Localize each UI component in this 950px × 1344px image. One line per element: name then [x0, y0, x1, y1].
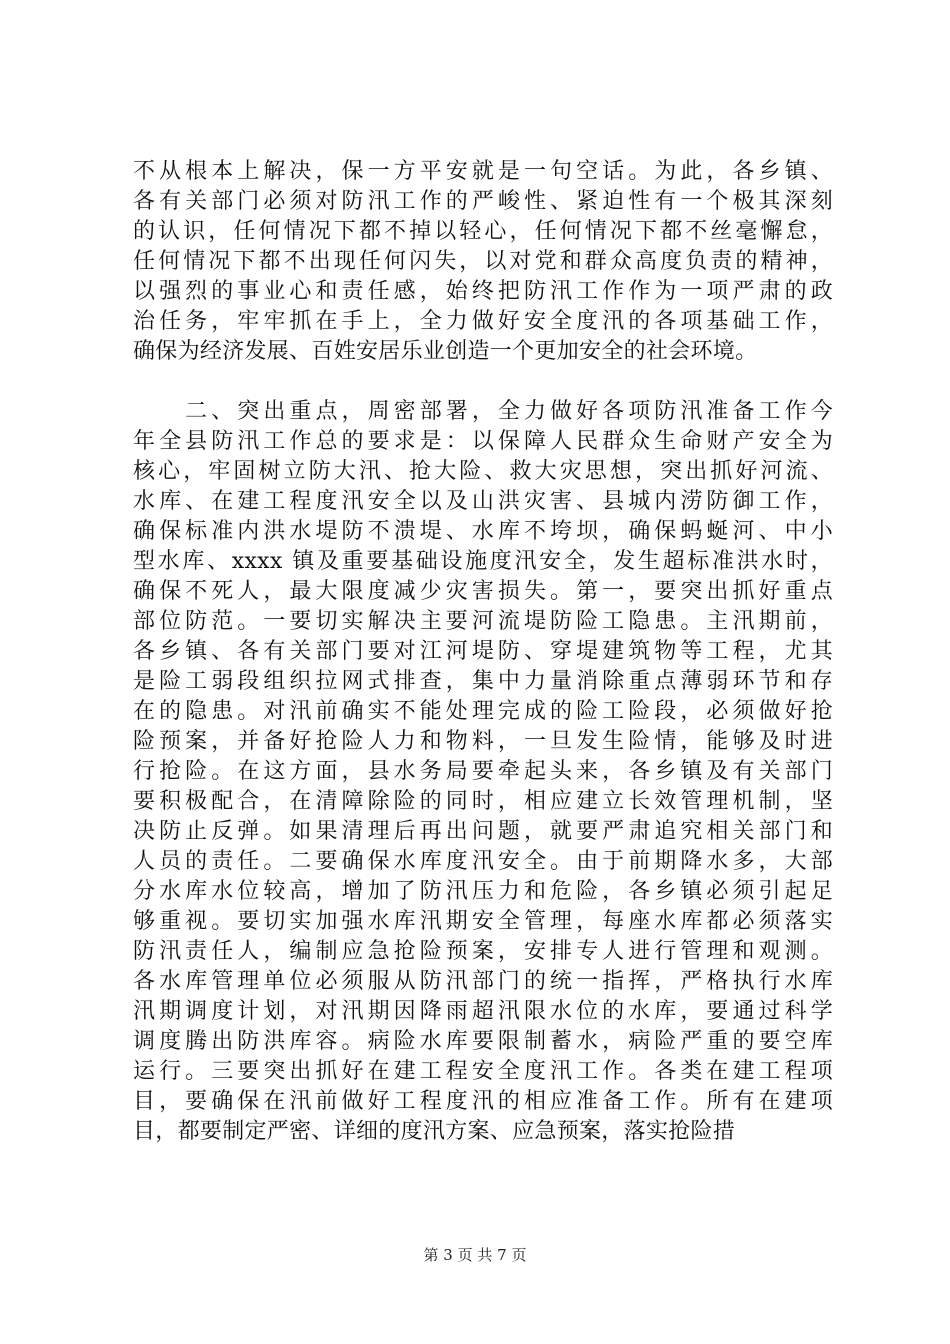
text-line: 决防止反弹。如果清理后再出问题，就要严肃追究相关部门和: [133, 819, 833, 844]
text-line: 部位防范。一要切实解决主要河流堤防险工隐患。主汛期前，: [133, 609, 833, 634]
text-line: 调度腾出防洪库容。病险水库要限制蓄水，病险严重的要空库: [133, 1029, 833, 1054]
text-line: 各乡镇、各有关部门要对江河堤防、穿堤建筑物等工程，尤其: [133, 639, 833, 664]
text-line: 够重视。要切实加强水库汛期安全管理，每座水库都必须落实: [133, 909, 833, 934]
text-line: 行抢险。在这方面，县水务局要牵起头来，各乡镇及有关部门: [133, 759, 833, 784]
paragraph-1: [133, 157, 833, 367]
text-line: 险预案，并备好抢险人力和物料，一旦发生险情，能够及时进: [133, 729, 833, 754]
text-line: 防汛责任人，编制应急抢险预案，安排专人进行管理和观测。: [133, 939, 833, 964]
text-line: 任何情况下都不出现任何闪失，以对党和群众高度负责的精神，: [133, 249, 833, 274]
text-line: 分水库水位较高，增加了防汛压力和危险，各乡镇必须引起足: [133, 879, 833, 904]
paragraph-2: [133, 397, 833, 1147]
text-line: 运行。三要突出抓好在建工程安全度汛工作。各类在建工程项: [133, 1059, 833, 1084]
text-line: 目，要确保在汛前做好工程度汛的相应准备工作。所有在建项: [133, 1089, 833, 1114]
text-line: 目，都要制定严密、详细的度汛方案、应急预案，落实抢险措: [133, 1119, 736, 1144]
text-line: 二、突出重点，周密部署，全力做好各项防汛准备工作今: [133, 399, 833, 424]
text-line: 以强烈的事业心和责任感，始终把防汛工作作为一项严肃的政: [133, 279, 833, 304]
text-line: 是险工弱段组织拉网式排查，集中力量消除重点薄弱环节和存: [133, 669, 833, 694]
text-line: 确保为经济发展、百姓安居乐业创造一个更加安全的社会环境。: [133, 339, 758, 364]
text-line: 治任务，牢牢抓在手上，全力做好安全度汛的各项基础工作，: [133, 309, 833, 334]
page-footer: 第 3 页 共 7 页: [423, 1246, 527, 1264]
text-line: 在的隐患。对汛前确实不能处理完成的险工险段，必须做好抢: [133, 699, 833, 724]
text-line: 的认识，任何情况下都不掉以轻心，任何情况下都不丝毫懈怠，: [133, 219, 833, 244]
text-line: 水库、在建工程度汛安全以及山洪灾害、县城内涝防御工作，: [133, 489, 833, 514]
text-line: 型水库、xxxx 镇及重要基础设施度汛安全，发生超标准洪水时，: [133, 549, 833, 574]
text-line: 要积极配合，在清障除险的同时，相应建立长效管理机制，坚: [133, 789, 833, 814]
text-line: 核心，牢固树立防大汛、抢大险、救大灾思想，突出抓好河流、: [133, 459, 833, 484]
text-line: 各有关部门必须对防汛工作的严峻性、紧迫性有一个极其深刻: [133, 189, 833, 214]
text-line: 人员的责任。二要确保水库度汛安全。由于前期降水多，大部: [133, 849, 833, 874]
text-line: 确保标准内洪水堤防不溃堤、水库不垮坝，确保蚂蜒河、中小: [133, 519, 833, 544]
text-line: 年全县防汛工作总的要求是：以保障人民群众生命财产安全为: [133, 429, 833, 454]
text-line: 不从根本上解决，保一方平安就是一句空话。为此，各乡镇、: [133, 159, 833, 184]
text-line: 汛期调度计划，对汛期因降雨超汛限水位的水库，要通过科学: [133, 999, 833, 1024]
text-line: 各水库管理单位必须服从防汛部门的统一指挥，严格执行水库: [133, 969, 833, 994]
text-line: 确保不死人，最大限度减少灾害损失。第一，要突出抓好重点: [133, 579, 833, 604]
